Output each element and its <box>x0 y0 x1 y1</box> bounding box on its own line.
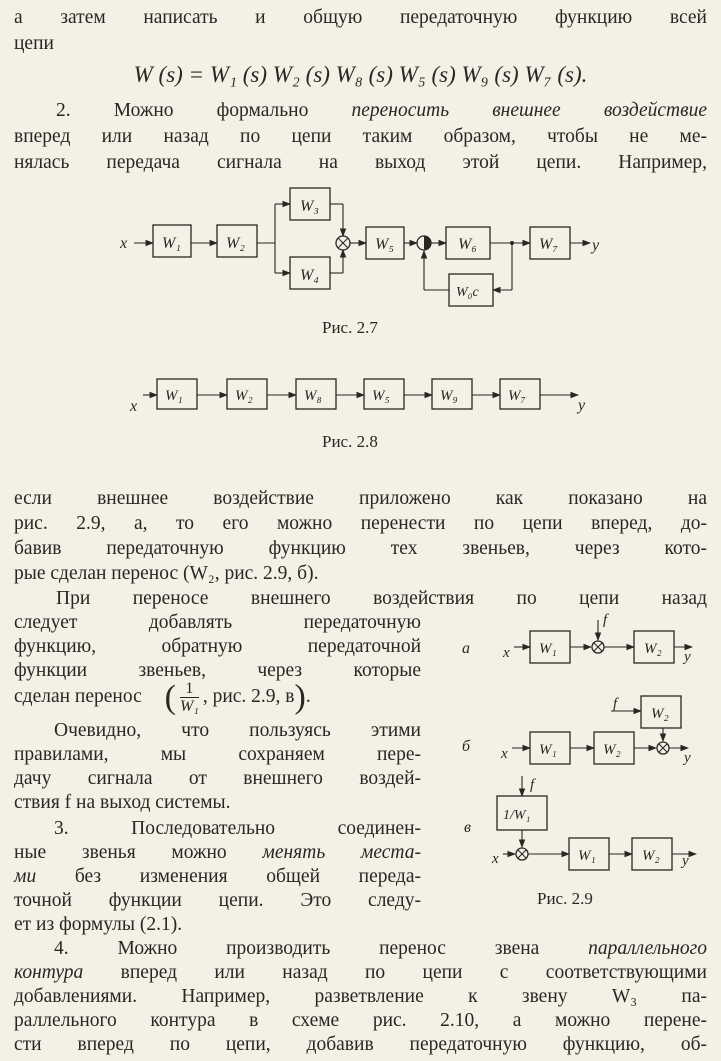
text-line: следует добавлять передаточную <box>14 612 421 633</box>
block-label: W₂ <box>226 235 245 252</box>
block-label: W₂ <box>235 388 253 404</box>
text-line: функции звеньев, через которые <box>14 660 421 681</box>
text-line: ные звенья можно менять места- <box>14 842 421 863</box>
text-line: функцию, обратную передаточной <box>14 636 421 657</box>
block-label: W₉ <box>440 388 458 404</box>
text-line: нялась передача сигнала на выход этой цепи. Например, <box>14 152 707 173</box>
block-label: W₂ <box>642 848 660 864</box>
text-line: ет из формулы (2.1). <box>14 914 183 935</box>
block-label: W₀c <box>456 285 479 300</box>
text-line: сделан перенос ( $\frac{1}{\text{W₁}}$ , рис. 2.9, в). <box>14 678 311 716</box>
block-label: W₁ <box>539 742 557 758</box>
text-line: цепи <box>14 33 54 54</box>
block-label: W₁ <box>539 641 557 657</box>
text-line: если внешнее воздействие приложено как показано на <box>14 488 707 509</box>
block-label: W₁ <box>162 235 181 252</box>
block-label: W₆ <box>458 236 477 253</box>
figure-caption: Рис. 2.9 <box>537 889 593 908</box>
output-label: y <box>592 237 600 254</box>
subfigure-label: в <box>464 819 471 836</box>
output-label: y <box>578 397 586 414</box>
disturbance-label: f <box>603 612 608 628</box>
output-label: y <box>682 853 689 869</box>
disturbance-label: f <box>530 777 535 793</box>
block-label: W₃ <box>300 198 319 215</box>
text-line: При переносе внешнего воздействия по цепи назад <box>56 588 707 609</box>
transfer-function-formula: W (s) = W₁ (s) W₂ (s) W₈ (s) W₅ (s) W₉ (s) W₇ (s). <box>133 62 588 87</box>
block-label: W₂ <box>644 641 662 657</box>
block-label: W₂ <box>651 706 669 722</box>
block-label: W₇ <box>539 236 558 253</box>
text-line: рые сделан перенос (W₂, рис. 2.9, б). <box>14 563 319 584</box>
block-label: W₅ <box>375 236 394 253</box>
block-label: W₅ <box>372 388 390 404</box>
input-label: x <box>503 645 510 661</box>
block-label: W₈ <box>304 388 322 404</box>
text-line: Очевидно, что пользуясь этими <box>54 720 421 741</box>
text-line: а затем написать и общую передаточную функцию всей <box>14 7 707 28</box>
text-line: сти вперед по цепи, добавив передаточную функцию, об- <box>14 1034 707 1055</box>
block-label: W₁ <box>165 388 183 404</box>
block-label: 1/W₁ <box>503 808 531 823</box>
block-label: W₇ <box>508 388 526 404</box>
block-label: W₂ <box>603 742 621 758</box>
input-label: x <box>120 235 128 252</box>
text-line: контура вперед или назад по цепи с соответствующими <box>14 962 707 983</box>
input-label: x <box>492 851 499 867</box>
figure-caption: Рис. 2.8 <box>322 432 378 451</box>
text-line: вперед или назад по цепи таким образом, чтобы не ме- <box>14 126 707 147</box>
text-line: правилами, мы сохраняем пере- <box>14 744 421 765</box>
text-line: ми без изменения общей переда- <box>14 866 421 887</box>
figure-2-7 <box>119 188 600 306</box>
figure-2-9 <box>462 612 696 870</box>
text-line: бавив передаточную функцию тех звеньев, через кото- <box>14 538 707 559</box>
text-line: 4. Можно производить перенос звена параллельного <box>54 938 707 959</box>
input-label: x <box>501 746 508 762</box>
text-line: 3. Последовательно соединен- <box>54 818 421 839</box>
output-label: y <box>684 750 691 766</box>
subfigure-label: а <box>462 640 470 657</box>
figure-caption: Рис. 2.7 <box>322 318 378 337</box>
text-line: рис. 2.9, а, то его можно перенести по цепи вперед, до- <box>14 513 707 534</box>
input-label: x <box>130 398 138 415</box>
block-label: W₁ <box>578 848 596 864</box>
text-line: раллельного контура в схеме рис. 2.10, а можно перене- <box>14 1010 707 1031</box>
figure-2-8 <box>129 379 586 415</box>
block-label: W₄ <box>300 267 319 284</box>
text-line: добавлениями. Например, разветвление к звену W₃ па- <box>14 986 707 1007</box>
disturbance-label: f <box>613 696 618 712</box>
text-line: 2. Можно формально переносить внешнее воздействие <box>56 100 707 121</box>
output-label: y <box>684 649 691 665</box>
subfigure-label: б <box>462 738 471 755</box>
fraction: $\frac{1}{\text{W₁}}$ <box>179 680 199 716</box>
text-line: точной функции цепи. Это следу- <box>14 890 421 911</box>
text-line: ствия f на выход системы. <box>14 792 231 813</box>
text-line: дачу сигнала от внешнего воздей- <box>14 768 421 789</box>
